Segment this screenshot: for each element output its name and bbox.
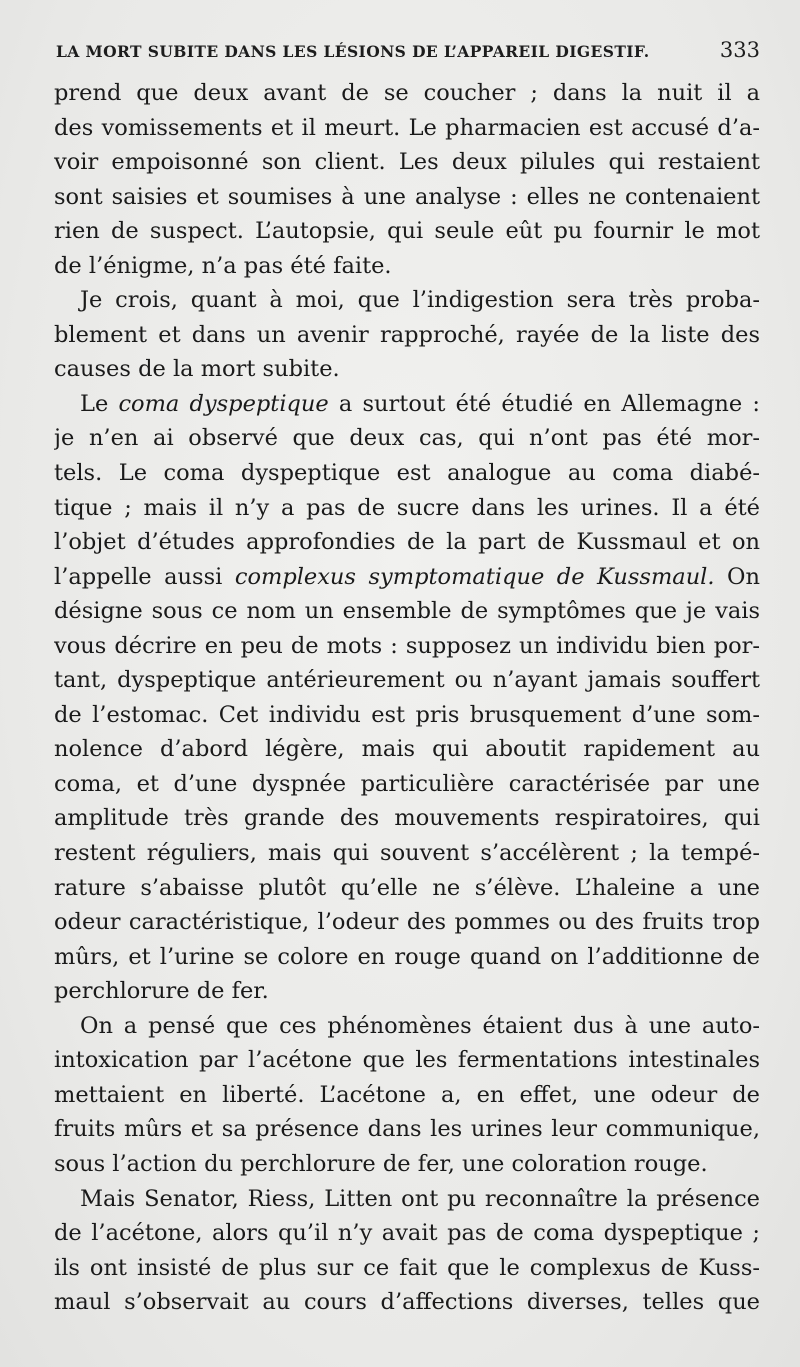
text-segment: mettaient en liberté. L’acétone a, en effet, une odeur de xyxy=(54,1081,760,1108)
text-line xyxy=(54,491,760,526)
text-line xyxy=(54,249,760,284)
text-line xyxy=(54,629,760,664)
text-segment: ils ont insisté de plus sur ce fait que le complexus de Kuss- xyxy=(54,1254,760,1281)
text-line xyxy=(54,801,760,836)
text-segment: je n’en ai observé que deux cas, qui n’ont pas été mor- xyxy=(54,425,760,452)
text-line xyxy=(54,1285,760,1320)
text-line xyxy=(54,145,760,180)
text-line xyxy=(54,1078,760,1113)
text-segment: des vomissements et il meurt. Le pharmacien est accusé d’a- xyxy=(54,114,760,141)
text-segment: amplitude très grande des mouvements respiratoires, qui xyxy=(54,805,760,832)
text-segment: a surtout été étudié en Allemagne : xyxy=(328,390,760,417)
text-segment: tique ; mais il n’y a pas de sucre dans les urines. Il a été xyxy=(54,494,760,521)
running-head xyxy=(56,38,760,68)
text-segment: tels. Le coma dyspeptique est analogue au coma diabé- xyxy=(54,460,760,487)
text-line xyxy=(54,318,760,353)
italic-text: complexus symptomatique de Kussmaul. xyxy=(234,563,715,590)
text-segment: perchlorure de fer. xyxy=(54,978,269,1005)
text-line xyxy=(54,456,760,491)
text-segment: intoxication par l’acétone que les fermentations intestinales xyxy=(54,1047,760,1074)
text-segment: l’appelle aussi xyxy=(54,563,235,590)
text-line xyxy=(54,560,760,595)
text-line xyxy=(54,974,760,1009)
text-segment: causes de la mort subite. xyxy=(54,356,340,383)
text-segment: désigne sous ce nom un ensemble de symptômes que je vais xyxy=(54,598,760,625)
text-segment: mûrs, et l’urine se colore en rouge quand on l’additionne de xyxy=(54,943,760,970)
text-segment: Le xyxy=(80,390,119,417)
text-line xyxy=(54,1009,760,1044)
text-segment: prend que deux avant de se coucher ; dans la nuit il a xyxy=(54,80,760,106)
text-segment: de l’énigme, n’a pas été faite. xyxy=(54,252,392,279)
text-line xyxy=(54,767,760,802)
text-segment: nolence d’abord légère, mais qui aboutit rapidement au xyxy=(54,736,760,763)
text-line xyxy=(54,525,760,560)
text-segment: vous décrire en peu de mots : supposez un individu bien por- xyxy=(54,632,760,659)
text-line xyxy=(54,387,760,422)
text-line xyxy=(54,1182,760,1217)
text-segment: Mais Senator, Riess, Litten ont pu reconnaître la présence xyxy=(80,1185,760,1212)
text-line xyxy=(54,421,760,456)
text-segment: de l’acétone, alors qu’il n’y avait pas de coma dyspeptique ; xyxy=(54,1220,760,1247)
text-segment: sous l’action du perchlorure de fer, une coloration rouge. xyxy=(54,1150,708,1177)
text-line xyxy=(54,732,760,767)
text-segment: odeur caractéristique, l’odeur des pommes ou des fruits trop xyxy=(54,909,760,936)
text-segment: fruits mûrs et sa présence dans les urines leur communique, xyxy=(54,1116,760,1143)
page-number: 333 xyxy=(719,38,760,62)
italic-text: coma dyspeptique xyxy=(118,390,329,417)
text-line xyxy=(54,283,760,318)
text-line xyxy=(54,111,760,146)
text-line xyxy=(54,1251,760,1286)
text-line xyxy=(54,214,760,249)
text-segment: l’objet d’études approfondies de la part de Kussmaul et on xyxy=(54,529,760,556)
text-body xyxy=(54,76,760,1320)
text-segment: restent réguliers, mais qui souvent s’accélèrent ; la tempé- xyxy=(54,840,760,867)
text-line xyxy=(54,836,760,871)
text-line xyxy=(54,352,760,387)
text-segment: blement et dans un avenir rapproché, rayée de la liste des xyxy=(54,321,760,348)
text-segment: de l’estomac. Cet individu est pris brusquement d’une som- xyxy=(54,701,760,728)
text-line xyxy=(54,1043,760,1078)
text-line xyxy=(54,698,760,733)
text-segment: On a pensé que ces phénomènes étaient dus à une auto- xyxy=(80,1012,760,1039)
text-segment: tant, dyspeptique antérieurement ou n’ayant jamais souffert xyxy=(54,667,760,694)
text-segment: voir empoisonné son client. Les deux pilules qui restaient xyxy=(54,149,760,176)
text-line xyxy=(54,76,760,111)
text-line xyxy=(54,663,760,698)
text-segment: maul s’observait au cours d’affections diverses, telles que xyxy=(54,1289,760,1316)
text-segment: Je crois, quant à moi, que l’indigestion sera très proba- xyxy=(80,287,760,314)
text-line xyxy=(54,940,760,975)
text-segment: sont saisies et soumises à une analyse : elles ne contenaient xyxy=(54,183,760,210)
text-line xyxy=(54,1216,760,1251)
text-line xyxy=(54,871,760,906)
text-line xyxy=(54,1147,760,1182)
text-segment: rien de suspect. L’autopsie, qui seule eût pu fournir le mot xyxy=(54,218,760,245)
text-line xyxy=(54,1112,760,1147)
text-segment: On xyxy=(714,563,760,590)
running-title: LA MORT SUBITE DANS LES LÉSIONS DE L’APPAREIL DIGESTIF. xyxy=(56,42,650,61)
text-line xyxy=(54,905,760,940)
text-segment: coma, et d’une dyspnée particulière caractérisée par une xyxy=(54,770,760,797)
text-line xyxy=(54,180,760,215)
text-segment: rature s’abaisse plutôt qu’elle ne s’élève. L’haleine a une xyxy=(54,874,760,901)
text-line xyxy=(54,594,760,629)
